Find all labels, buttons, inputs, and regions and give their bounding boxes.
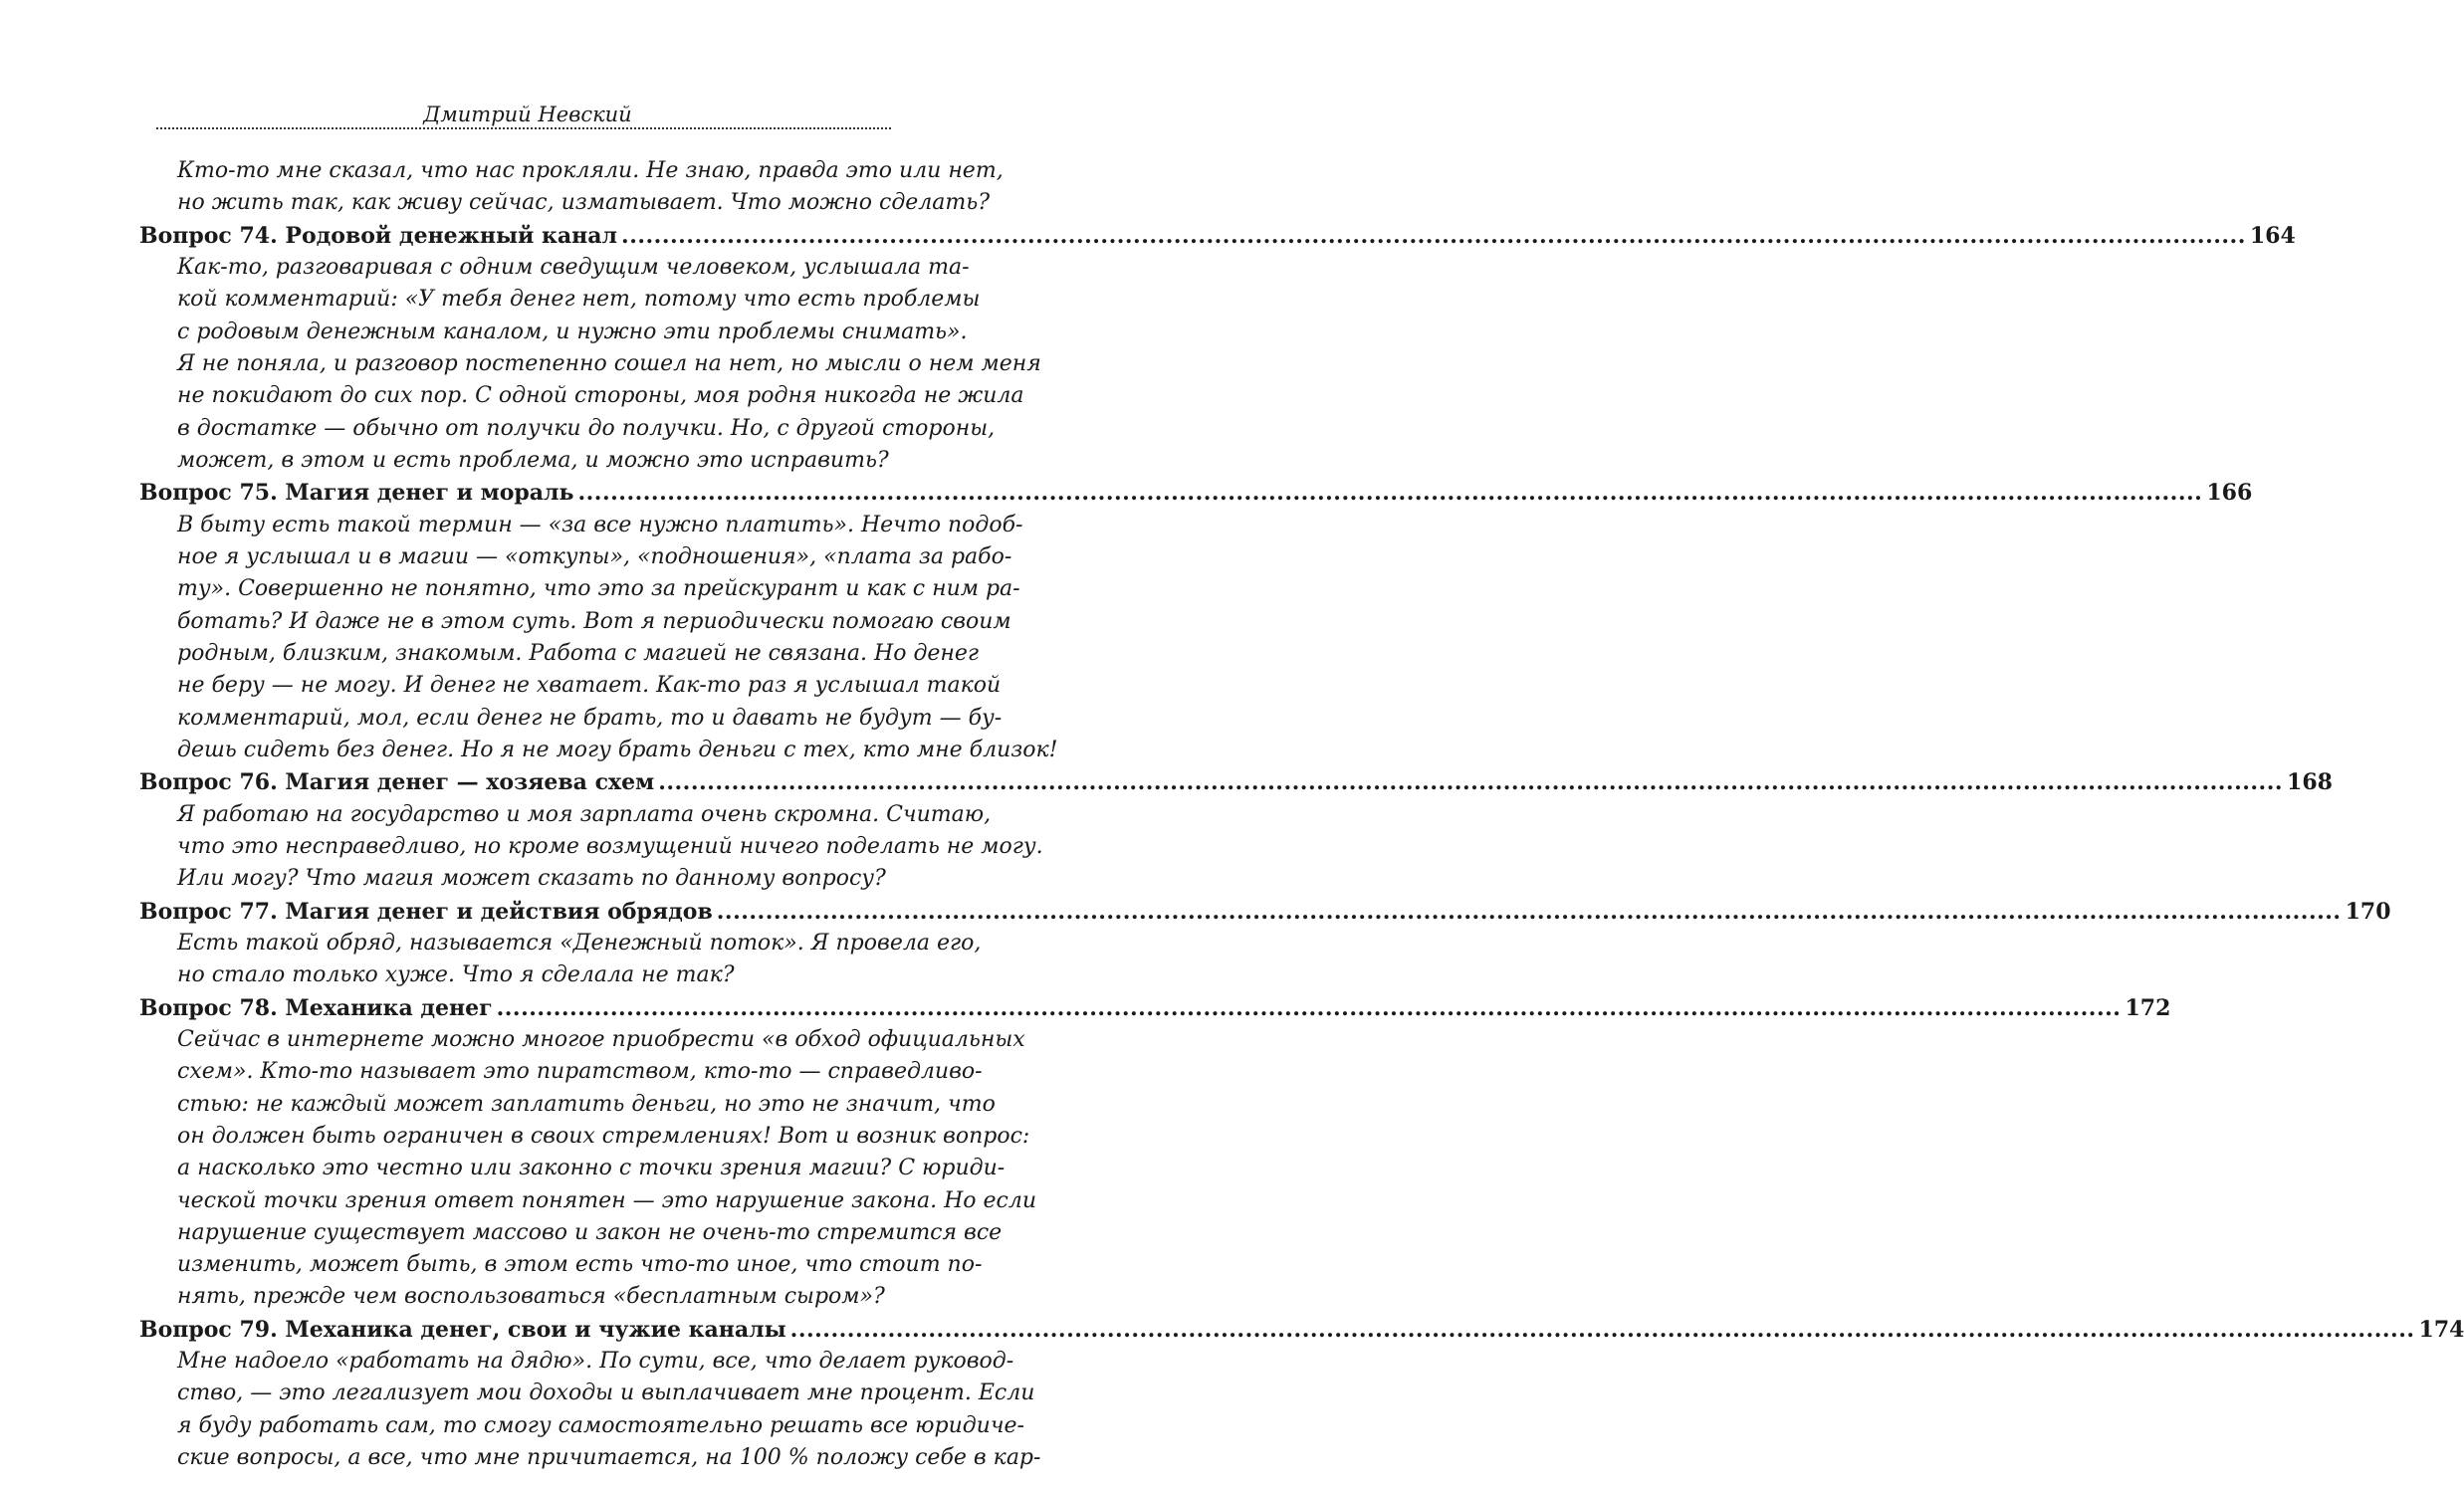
- toc-entry-title: Вопрос 77. Магия денег и действия обрядов: [139, 898, 713, 925]
- toc-page-number: 166: [2206, 480, 2253, 507]
- dot-leader: [790, 1314, 2415, 1346]
- toc-page-number: 170: [2345, 898, 2391, 925]
- toc-page-number: 172: [2125, 994, 2171, 1021]
- description-line: Я не поняла, и разговор постепенно сошел на нет, но мысли о нем меня: [177, 350, 1041, 376]
- description-line: но жить так, как живу сейчас, изматывает. Что можно сделать?: [177, 190, 991, 216]
- description-line: Мне надоело «работать на дядю». По сути, все, что делает руковод-: [177, 1349, 1014, 1375]
- toc-entry-description: [139, 1346, 1041, 1474]
- description-line: он должен быть ограничен в своих стремлениях! Вот и возник вопрос:: [177, 1123, 1030, 1149]
- description-line: дешь сидеть без денег. Но я не могу брать деньги с тех, кто мне близок!: [177, 737, 1058, 762]
- toc-entry-description: [139, 510, 1058, 767]
- description-line: Как-то, разговаривая с одним сведущим человеком, услышала та-: [177, 254, 970, 280]
- description-line: Или могу? Что магия может сказать по данному вопросу?: [177, 866, 886, 892]
- toc-page-number: 174: [2418, 1316, 2464, 1343]
- description-line: Я работаю на государство и моя зарплата очень скромна. Считаю,: [177, 801, 992, 827]
- dot-leader: [621, 220, 2246, 252]
- toc-entry-title: Вопрос 74. Родовой денежный канал: [139, 222, 618, 249]
- description-line: В быту есть такой термин — «за все нужно платить». Нечто подоб-: [177, 512, 1023, 537]
- toc-entry-79[interactable]: [139, 1314, 2464, 1346]
- toc-page-number: 168: [2287, 769, 2333, 796]
- description-line: в достатке — обычно от получки до получки. Но, с другой стороны,: [177, 415, 996, 441]
- description-line: нарушение существует массово и закон не очень-то стремится все: [177, 1219, 1003, 1245]
- description-line: ческой точки зрения ответ понятен — это нарушение закона. Но если: [177, 1187, 1037, 1213]
- running-head: Дмитрий Невский: [423, 103, 632, 126]
- description-line: нять, прежде чем воспользоваться «бесплатным сыром»?: [177, 1284, 885, 1310]
- toc-entry-title: Вопрос 75. Магия денег и мораль: [139, 480, 574, 507]
- description-line: комментарий, мол, если денег не брать, то и давать не будут — бу-: [177, 705, 1003, 731]
- toc-entry-description: [139, 1024, 1037, 1314]
- description-line: не беру — не могу. И денег не хватает. Как-то раз я услышал такой: [177, 673, 1002, 699]
- description-line: я буду работать сам, то смогу самостоятельно решать все юридиче-: [177, 1412, 1024, 1438]
- description-line: изменить, может быть, в этом есть что-то иное, что стоит по-: [177, 1252, 983, 1278]
- description-line: ту». Совершенно не понятно, что это за прейскурант и как с ним ра-: [177, 576, 1020, 602]
- description-line: Кто-то мне сказал, что нас прокляли. Не знаю, правда это или нет,: [177, 158, 1004, 183]
- toc-entry-description: [139, 928, 982, 992]
- toc-entry-title: Вопрос 78. Механика денег: [139, 994, 493, 1021]
- toc-page-number: 164: [2249, 222, 2296, 249]
- description-line: Сейчас в интернете можно многое приобрести «в обход официальных: [177, 1026, 1025, 1052]
- description-line: а насколько это честно или законно с точки зрения магии? С юриди-: [177, 1156, 1006, 1181]
- intro-description: [139, 155, 1004, 220]
- header-dotted-rule: [156, 127, 891, 129]
- dot-leader: [717, 896, 2342, 928]
- description-line: ное я услышал и в магии — «откупы», «подношения», «плата за рабо-: [177, 543, 1012, 569]
- description-line: кой комментарий: «У тебя денег нет, потому что есть проблемы: [177, 287, 981, 313]
- toc-entry-77[interactable]: [139, 896, 2391, 928]
- description-line: схем». Кто-то называет это пиратством, кто-то — справедливо-: [177, 1059, 983, 1085]
- dot-leader: [658, 766, 2283, 798]
- description-line: с родовым денежным каналом, и нужно эти проблемы снимать».: [177, 319, 968, 344]
- description-line: может, в этом и есть проблема, и можно это исправить?: [177, 447, 889, 473]
- toc-entry-74[interactable]: [139, 220, 2296, 252]
- description-line: ство, — это легализует мои доходы и выплачивает мне процент. Если: [177, 1381, 1035, 1406]
- toc-entry-title: Вопрос 79. Механика денег, свои и чужие каналы: [139, 1316, 786, 1343]
- dot-leader: [497, 992, 2122, 1024]
- toc-entry-75[interactable]: [139, 477, 2253, 509]
- toc-entry-description: [139, 799, 1043, 896]
- description-line: Есть такой обряд, называется «Денежный поток». Я провела его,: [177, 930, 982, 956]
- description-line: родным, близким, знакомым. Работа с магией не связана. Но денег: [177, 640, 980, 666]
- description-line: ские вопросы, а все, что мне причитается, на 100 % положу себе в кар-: [177, 1445, 1041, 1471]
- description-line: не покидают до сих пор. С одной стороны, моя родня никогда не жила: [177, 383, 1024, 409]
- toc-entry-title: Вопрос 76. Магия денег — хозяева схем: [139, 769, 655, 796]
- description-line: но стало только хуже. Что я сделала не так?: [177, 962, 735, 988]
- toc-content: [139, 155, 2464, 1474]
- toc-entry-description: [139, 252, 1041, 477]
- dot-leader: [577, 477, 2202, 509]
- description-line: что это несправедливо, но кроме возмущений ничего поделать не могу.: [177, 833, 1043, 859]
- description-line: ботать? И даже не в этом суть. Вот я периодически помогаю своим: [177, 608, 1011, 634]
- toc-entry-78[interactable]: [139, 992, 2171, 1024]
- toc-entry-76[interactable]: [139, 766, 2333, 798]
- description-line: стью: не каждый может заплатить деньги, но это не значит, что: [177, 1091, 996, 1117]
